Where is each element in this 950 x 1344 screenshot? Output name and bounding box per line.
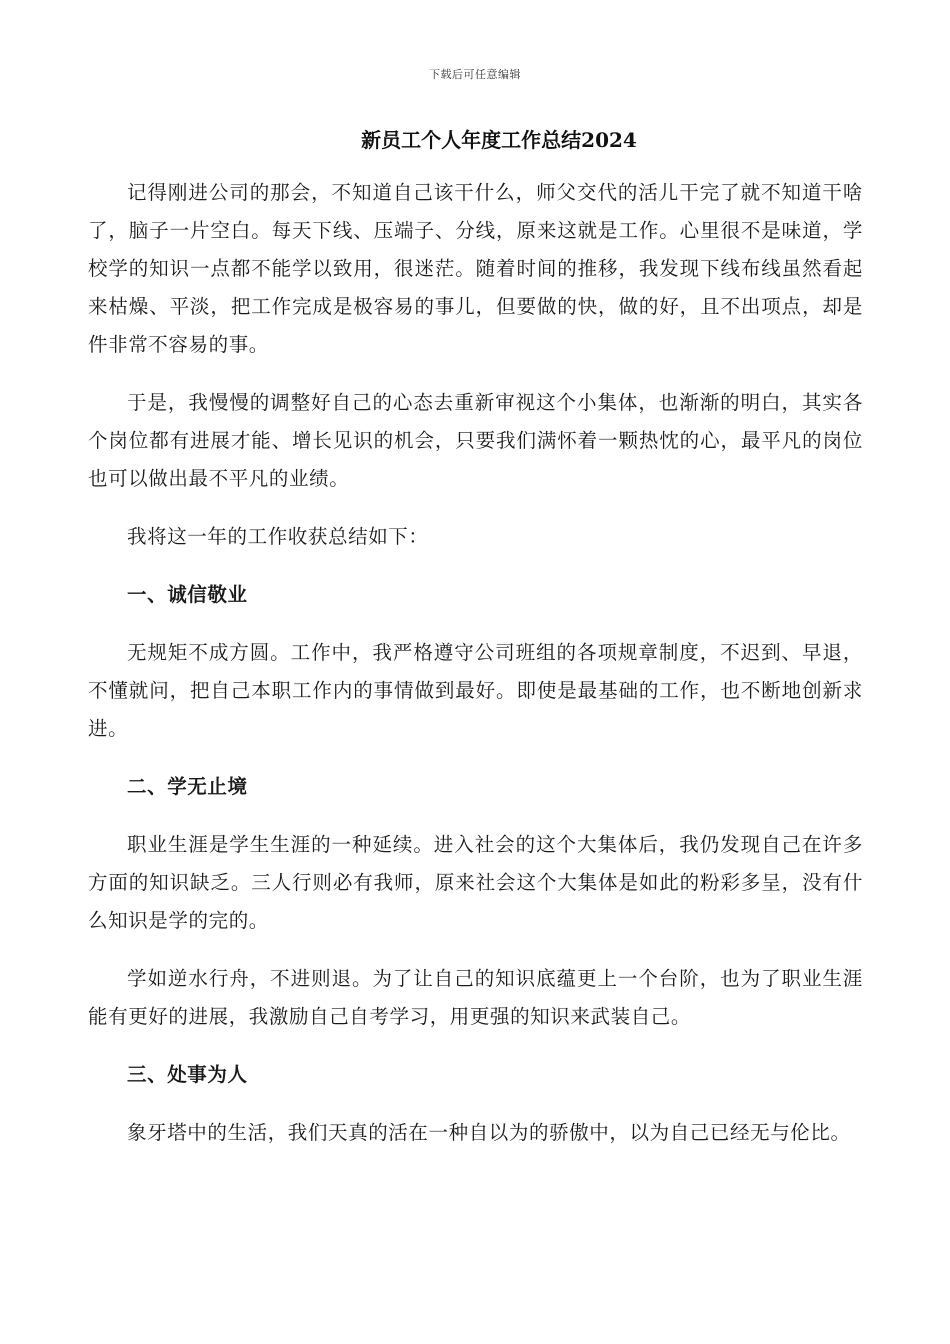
document-title: 新员工个人年度工作总结2024: [361, 128, 637, 152]
paragraph-integrity: 无规矩不成方圆。工作中，我严格遵守公司班组的各项规章制度，不迟到、早退，不懂就问，把自己本职工作内的事情做到最好。即使是最基础的工作，也不断地创新求进。: [88, 641, 863, 740]
document-body: [88, 174, 863, 1172]
paragraph-learning-2: 学如逆水行舟，不进则退。为了让自己的知识底蕴更上一个台阶，也为了职业生涯能有更好的进展，我激励自己自考学习，用更强的知识来武装自己。: [88, 967, 863, 1028]
paragraph-mindset: 于是，我慢慢的调整好自己的心态去重新审视这个小集体，也渐渐的明白，其实各个岗位都有进展才能、增长见识的机会，只要我们满怀着一颗热忱的心，最平凡的岗位也可以做出最不平凡的业绩。: [88, 391, 863, 490]
section-heading-learning: 二、学无止境: [127, 775, 248, 798]
paragraph-summary-lead: 我将这一年的工作收获总结如下：: [127, 525, 429, 548]
paragraph-conduct: 象牙塔中的生活，我们天真的活在一种自以为的骄傲中，以为自己已经无与伦比。: [127, 1121, 851, 1144]
paragraph-learning-1: 职业生涯是学生生涯的一种延续。进入社会的这个大集体后，我仍发现自己在许多方面的知识缺乏。三人行则必有我师，原来社会这个大集体是如此的粉彩多呈，没有什么知识是学的完的。: [88, 833, 863, 932]
section-heading-conduct: 三、处事为人: [127, 1063, 248, 1086]
header-note: 下载后可任意编辑: [429, 68, 521, 81]
section-heading-integrity: 一、诚信敬业: [127, 583, 248, 606]
paragraph-intro: 记得刚进公司的那会，不知道自己该干什么，师父交代的活儿干完了就不知道干啥了，脑子一片空白。每天下线、压端子、分线，原来这就是工作。心里很不是味道，学校学的知识一点都不能学以致用，很迷茫。随着时间的推移，我发现下线布线虽然看起来枯燥、平淡，把工作完成是极容易的事儿，但要做的快，做的好，且不出项点，却是件非常不容易的事。: [88, 181, 863, 356]
